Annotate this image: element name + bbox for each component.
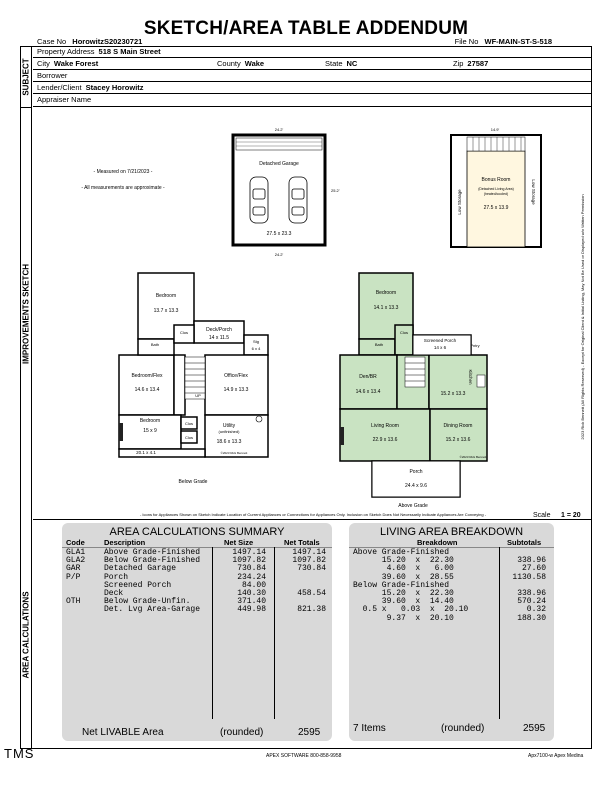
col-net-size: Net Size	[224, 538, 254, 547]
col-net-totals: Net Totals	[284, 538, 320, 547]
area-side-label	[20, 520, 32, 749]
row-description: Screened Porch	[104, 580, 172, 590]
row-net-total: 730.84	[297, 564, 326, 574]
row-net-size: 140.30	[237, 588, 266, 598]
row-net-total: 1497.14	[292, 548, 326, 557]
room-dims: 14.9 x 13.3	[223, 387, 249, 393]
items-value: 2595	[523, 723, 546, 734]
county-field	[217, 58, 264, 70]
room-name: Clos	[184, 435, 194, 440]
room-name: Dining Room	[443, 423, 473, 429]
breakdown-text: 0.5 x 0.03 x 20.10	[353, 605, 469, 615]
items-label: 7 Items	[353, 723, 386, 734]
low-storage-right: Low Storage	[531, 179, 536, 205]
breakdown-subtotal: 338.96	[517, 556, 546, 566]
bonus-top-dim: 14.9'	[490, 127, 500, 132]
room-name: Screened Porch	[423, 338, 457, 343]
lender-row	[33, 82, 592, 94]
net-livable-rounded: (rounded)	[220, 727, 264, 738]
above-grade-label: Above Grade	[398, 503, 428, 509]
detached-garage	[233, 127, 340, 257]
breakdown-text: 4.60 x 6.00	[353, 564, 454, 574]
row-net-size: 449.98	[237, 605, 266, 615]
breakdown-text: 15.20 x 22.30	[353, 588, 454, 598]
room-dims: 14.6 x 13.4	[355, 389, 381, 395]
row-code: GLA1	[66, 548, 86, 557]
room-dims: 15 x 9	[143, 428, 157, 434]
row-net-size: 234.24	[237, 572, 266, 582]
scale-label: Scale	[533, 512, 551, 519]
low-storage-left: Low Storage	[457, 189, 462, 215]
below-grade-label: Below Grade	[178, 479, 208, 485]
file-no	[455, 37, 552, 46]
property-address: 518 S Main Street	[98, 47, 161, 56]
room-dims: 14.6 x 13.4	[134, 387, 160, 393]
car-icon	[289, 177, 307, 223]
case-row	[37, 37, 592, 46]
room-name: Bedroom	[139, 418, 161, 424]
breakdown-title: LIVING AREA BREAKDOWN	[379, 526, 524, 538]
garage-bottom-dim: 24.2'	[274, 252, 284, 257]
property-label: Property Address	[37, 47, 95, 56]
case-no-label: Case No	[37, 37, 67, 46]
room-name: Den/BR	[359, 374, 377, 380]
room-name: Bath	[374, 342, 384, 347]
garage-dims: 27.5 x 23.3	[266, 231, 292, 237]
room-name: Deck/Porch	[206, 327, 232, 333]
row-code: OTH	[66, 597, 81, 607]
room-dims: 22.9 x 13.6	[372, 437, 398, 443]
summary-rows	[62, 549, 332, 615]
summary-row	[62, 590, 332, 598]
bonus-sub2: (heated/cooled)	[483, 192, 509, 196]
net-livable-label: Net LIVABLE Area	[82, 727, 164, 738]
area-summary-panel	[62, 523, 332, 741]
room-dims: 20.1 x 4.1	[136, 450, 156, 455]
case-no-value: HorowitzS20230721	[72, 37, 143, 46]
room-dims: 24.4 x 9.6	[405, 483, 427, 489]
room-name: Porch	[409, 469, 423, 475]
room-dims: 13.7 x 13.3	[153, 308, 179, 314]
borrower-label: Borrower	[37, 71, 68, 80]
row-description: Below Grade-Unfin.	[104, 597, 191, 607]
below-grade-plan	[119, 273, 268, 485]
room-name: Clos	[184, 421, 194, 426]
items-rounded: (rounded)	[441, 723, 485, 734]
breakdown-text: Below Grade-Finished	[353, 580, 450, 590]
stairs-icon	[405, 357, 425, 387]
sketch-side-label	[20, 107, 32, 520]
room-name: Living Room	[371, 423, 399, 429]
sketch-area	[33, 107, 592, 520]
subject-side-label	[20, 46, 32, 107]
scale-value: 1 = 20	[561, 512, 581, 519]
room-name: Bedroom	[375, 290, 397, 296]
bonus-sub1: (Detached Living Area)	[478, 187, 514, 191]
summary-row	[62, 557, 332, 565]
footer-right: Apx7100-w Apex Medina	[528, 753, 584, 759]
bonus-label: Bonus Room	[481, 177, 511, 183]
subject-section-label: SUBJECT	[21, 57, 30, 96]
garage-side-dim: 25.2'	[331, 188, 340, 193]
breakdown-text: Above Grade-Finished	[353, 548, 450, 557]
city-value: Wake Forest	[53, 59, 99, 68]
icons-note: - Icons for Appliances Shown on Sketch Indicate Location of Current Appliances or Connections for Appliances Only. Inclusion on Sketch Does Not Necessarily Indicate Appliances Are Conveying -	[139, 512, 487, 517]
row-code: P/P	[66, 572, 81, 582]
state-value: NC	[346, 59, 358, 68]
lender-value: Stacey Horowitz	[85, 83, 144, 92]
floor-plan-sketch	[33, 107, 592, 520]
breakdown-text: 39.60 x 14.40	[353, 597, 454, 607]
copyright-above: ©2023 Rick Bennett	[459, 455, 487, 459]
room-name: Clos	[399, 330, 409, 335]
borrower-row	[33, 70, 592, 82]
room-name: Pntry	[470, 343, 480, 348]
copyright-below: ©2023 Rick Bennett	[220, 451, 248, 455]
copyright-side-note: 2023 Rick Bennett (All Rights Reserved) - Except for Original Client & Initial Listing, May Not Be Used or Displayed w/o Written Permission	[580, 194, 585, 440]
summary-title: AREA CALCULATIONS SUMMARY	[109, 526, 285, 538]
file-no-label: File No	[454, 37, 479, 46]
city-label: City	[37, 59, 50, 68]
breakdown-text: 15.20 x 22.30	[353, 556, 454, 566]
summary-row	[62, 606, 332, 614]
appraiser-label: Appraiser Name	[37, 95, 92, 104]
property-row	[33, 46, 592, 58]
breakdown-rows	[349, 549, 554, 623]
row-net-size: 1497.14	[232, 548, 266, 557]
row-description: Det. Lvg Area-Garage	[104, 605, 201, 615]
breakdown-subtotal: 338.96	[517, 588, 546, 598]
summary-row	[62, 574, 332, 582]
garage-top-dim: 24.2'	[274, 127, 284, 132]
col-subtotals: Subtotals	[507, 538, 542, 547]
row-description: Deck	[104, 588, 124, 598]
breakdown-subtotal: 188.30	[517, 613, 546, 623]
breakdown-text: 9.37 x 20.10	[353, 613, 454, 623]
up-label: UP	[195, 393, 201, 398]
county-label: County	[217, 59, 241, 68]
zip-field	[453, 58, 488, 70]
row-net-size: 1097.82	[232, 556, 266, 566]
room-name: Bedroom/Flex	[131, 373, 163, 379]
row-description: Porch	[104, 572, 129, 582]
sketch-section-label: IMPROVEMENTS SKETCH	[21, 263, 30, 365]
zip-label: Zip	[453, 59, 464, 68]
row-net-total: 821.38	[297, 605, 326, 615]
row-code: GLA2	[66, 556, 86, 566]
row-description: Detached Garage	[104, 564, 177, 574]
summary-row	[62, 582, 332, 590]
lender-label: Lender/Client	[37, 83, 82, 92]
room-dims: 18.6 x 13.3	[216, 439, 242, 445]
footer-logo: TMS	[4, 746, 35, 761]
room-dims: 15.2 x 13.6	[445, 437, 471, 443]
row-net-size: 730.84	[237, 564, 266, 574]
breakdown-subtotal: 1130.58	[512, 572, 546, 582]
county-value: Wake	[244, 59, 265, 68]
row-net-total: 1097.82	[292, 556, 326, 566]
room-dims: 6 x 4	[251, 346, 261, 351]
fireplace-icon	[340, 427, 344, 445]
room-name: Bath	[150, 342, 160, 347]
file-no-value: WF-MAIN-ST-S-518	[484, 37, 552, 46]
above-grade-plan	[340, 273, 487, 509]
bonus-room	[451, 127, 541, 247]
col-breakdown: Breakdown	[417, 538, 458, 547]
page-title: SKETCH/AREA TABLE ADDENDUM	[143, 18, 469, 39]
col-code: Code	[66, 538, 85, 547]
col-description: Description	[104, 538, 146, 547]
bonus-dims: 27.5 x 13.9	[483, 205, 509, 211]
breakdown-subtotal: 27.60	[521, 564, 546, 574]
state-field	[325, 58, 357, 70]
breakdown-row	[349, 615, 554, 623]
row-code: GAR	[66, 564, 81, 574]
room-name: Kitchen	[468, 369, 473, 385]
breakdown-text: 39.60 x 28.55	[353, 572, 454, 582]
room-name: Stg	[252, 339, 260, 344]
appraiser-row	[33, 94, 592, 107]
room-dims: 14 x 6	[433, 345, 447, 350]
approx-note: - All measurements are approximate -	[81, 185, 165, 191]
room-dims: 14.1 x 13.3	[373, 305, 399, 311]
row-net-size: 371.40	[237, 597, 266, 607]
breakdown-subtotal: 0.32	[526, 605, 546, 615]
room-name: Clos	[179, 330, 189, 335]
fireplace-icon	[119, 423, 123, 441]
row-description: Below Grade-Finished	[104, 556, 201, 566]
room-name: Office/Flex	[224, 373, 248, 379]
water-heater-icon	[256, 416, 262, 422]
zip-value: 27587	[467, 59, 489, 68]
state-label: State	[325, 59, 343, 68]
car-icon	[250, 177, 268, 223]
row-net-total: 458.54	[297, 588, 326, 598]
area-section-label: AREA CALCULATIONS	[21, 590, 30, 679]
room-name: Utility	[222, 423, 236, 429]
footer-center: APEX SOFTWARE 800-858-9958	[266, 753, 342, 759]
breakdown-subtotal: 570.24	[517, 597, 546, 607]
row-description: Above Grade-Finished	[104, 548, 201, 557]
room-note: (unfinished)	[218, 429, 240, 434]
row-net-size: 84.00	[241, 580, 266, 590]
room-dims: 14 x 11.5	[208, 335, 230, 341]
garage-label: Detached Garage	[259, 161, 299, 167]
living-area-breakdown-panel	[349, 523, 554, 741]
city-row	[33, 58, 592, 70]
range-icon	[477, 375, 485, 387]
net-livable-value: 2595	[298, 727, 321, 738]
measured-note: - Measured on 7/21/2023 -	[93, 169, 153, 175]
room-dims: 15.2 x 13.3	[440, 391, 466, 397]
summary-row	[62, 565, 332, 573]
room-name: Bedroom	[155, 293, 177, 299]
